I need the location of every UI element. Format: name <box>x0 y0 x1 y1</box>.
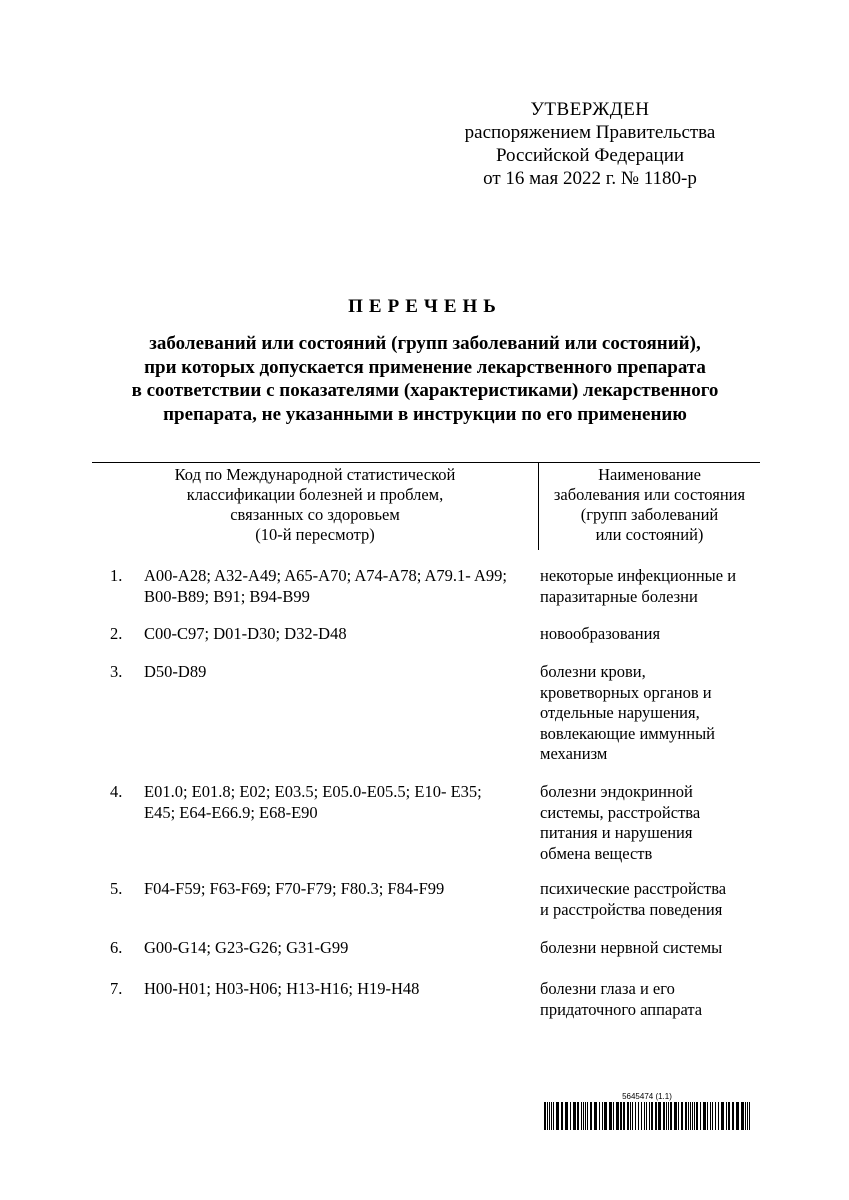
row-code-line: A00-A28; A32-A49; A65-A70; A74-A78; A79.1- A99; <box>144 566 507 585</box>
row-name-line: механизм <box>540 744 608 763</box>
row-code-line: D50-D89 <box>144 662 207 681</box>
subtitle-line: препарата, не указанными в инструкции по его применению <box>163 403 687 425</box>
row-name-line: психические расстройства <box>540 879 727 898</box>
row-codes <box>144 938 522 959</box>
header-code-line: классификации болезней и проблем, <box>186 485 444 504</box>
barcode-label: 5645474 (1.1) <box>622 1092 672 1101</box>
row-number: 7. <box>110 979 123 998</box>
approval-line-3: Российской Федерации <box>495 145 685 166</box>
header-code-line: (10-й пересмотр) <box>255 525 375 544</box>
row-name-line: болезни нервной системы <box>540 938 723 957</box>
row-name-line: обмена веществ <box>540 843 653 863</box>
document-title: ПЕРЕЧЕНЬ <box>348 296 502 317</box>
row-codes <box>144 662 522 683</box>
row-codes <box>144 566 522 607</box>
header-name-column <box>539 463 760 545</box>
row-name-line: и расстройства поведения <box>540 899 723 919</box>
row-disease-name <box>540 938 770 959</box>
row-name-line: паразитарные болезни <box>540 586 698 606</box>
row-name-line: системы, расстройства <box>540 802 701 822</box>
header-name-line: или состояний) <box>595 525 704 544</box>
row-name-line: кроветворных органов и <box>540 682 712 702</box>
row-name-line: новообразования <box>540 624 661 643</box>
row-code-line: G00-G14; G23-G26; G31-G99 <box>144 938 349 957</box>
row-name-line: питания и нарушения <box>540 823 693 842</box>
row-name-line: болезни крови, <box>540 662 646 681</box>
row-codes <box>144 624 522 645</box>
barcode-icon <box>544 1102 750 1130</box>
row-name-line: некоторые инфекционные и <box>540 566 737 585</box>
header-name-line: Наименование <box>598 465 701 484</box>
subtitle-line: заболеваний или состояний (групп заболеваний или состояний), <box>149 333 701 354</box>
row-number: 4. <box>110 782 123 801</box>
row-code-line: E01.0; E01.8; E02; E03.5; E05.0-E05.5; E10- E35; <box>144 782 482 801</box>
row-disease-name <box>540 624 770 645</box>
row-name-line: придаточного аппарата <box>540 999 703 1019</box>
row-number: 3. <box>110 662 123 681</box>
row-code-line: B00-B89; B91; B94-B99 <box>144 586 310 606</box>
title-block <box>60 296 790 426</box>
row-disease-name <box>540 782 770 864</box>
header-code-line: связанных со здоровьем <box>230 505 400 524</box>
row-code-line: H00-H01; H03-H06; H13-H16; H19-H48 <box>144 979 420 998</box>
subtitle-line: в соответствии с показателями (характеристиками) лекарственного <box>131 380 719 401</box>
row-codes <box>144 879 522 900</box>
row-disease-name <box>540 662 770 765</box>
approval-line-2: распоряжением Правительства <box>464 122 716 143</box>
header-name-line: (групп заболеваний <box>580 505 719 524</box>
header-code-column <box>92 463 539 550</box>
row-name-line: болезни глаза и его <box>540 979 675 998</box>
row-name-line: отдельные нарушения, <box>540 703 700 722</box>
table-header <box>92 462 760 551</box>
row-code-line: F04-F59; F63-F69; F70-F79; F80.3; F84-F99 <box>144 879 445 898</box>
barcode-block <box>542 1092 752 1136</box>
row-code-line: C00-C97; D01-D30; D32-D48 <box>144 624 347 643</box>
row-number: 5. <box>110 879 123 898</box>
row-number: 2. <box>110 624 123 643</box>
header-code-line: Код по Международной статистической <box>174 465 456 484</box>
row-number: 1. <box>110 566 123 585</box>
row-code-line: E45; E64-E66.9; E68-E90 <box>144 802 318 822</box>
row-disease-name <box>540 566 770 607</box>
row-codes <box>144 979 522 1000</box>
row-codes <box>144 782 522 823</box>
subtitle-line: при которых допускается применение лекарственного препарата <box>144 356 706 378</box>
row-name-line: болезни эндокринной <box>540 782 693 801</box>
row-name-line: вовлекающие иммунный <box>540 723 715 743</box>
header-name-line: заболевания или состояния <box>553 485 746 504</box>
approval-line-4: от 16 мая 2022 г. № 1180-р <box>483 168 697 189</box>
approval-block <box>420 98 760 190</box>
approval-heading: УТВЕРЖДЕН <box>530 99 650 120</box>
row-disease-name <box>540 879 770 920</box>
row-number: 6. <box>110 938 123 957</box>
row-disease-name <box>540 979 770 1020</box>
